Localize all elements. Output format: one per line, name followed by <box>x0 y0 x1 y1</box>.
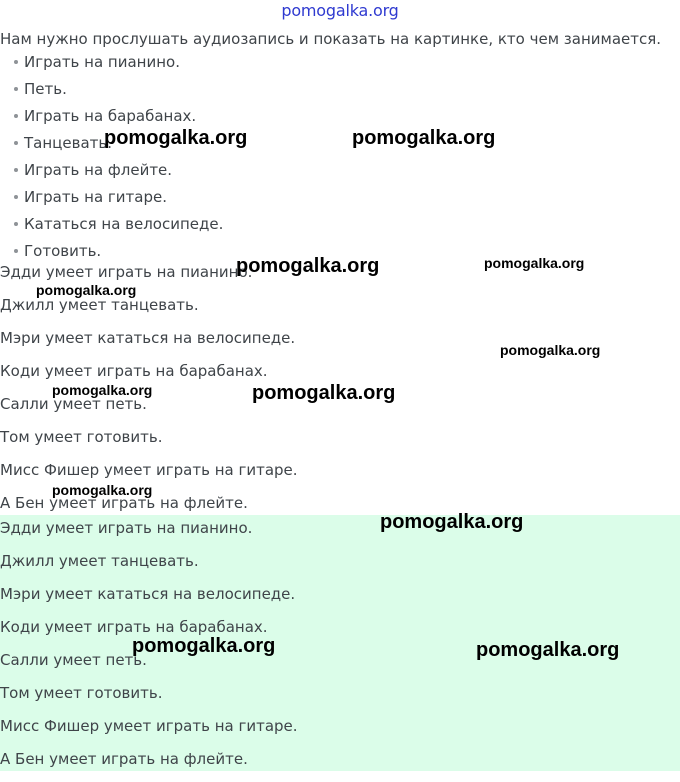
sentence: Коди умеет играть на барабанах. <box>0 362 268 380</box>
activity-label: Танцевать. <box>24 134 112 152</box>
watermark: pomogalka.org <box>52 382 153 398</box>
sentence: Джилл умеет танцевать. <box>0 296 199 314</box>
activity-label: Играть на флейте. <box>24 161 173 179</box>
answer-sentence: Салли умеет петь. <box>0 651 147 669</box>
list-item <box>0 160 223 187</box>
answer-sentence: Джилл умеет танцевать. <box>0 552 199 570</box>
answer-sentence: Мэри умеет кататься на велосипеде. <box>0 585 296 603</box>
answer-sentence: Том умеет готовить. <box>0 684 163 702</box>
sentence: А Бен умеет играть на флейте. <box>0 494 248 512</box>
task-intro: Нам нужно прослушать аудиозапись и показать на картинке, кто чем занимается. <box>0 30 662 48</box>
sentence: Том умеет готовить. <box>0 428 163 446</box>
sentence: Эдди умеет играть на пианино. <box>0 263 253 281</box>
answer-sentence: Мисс Фишер умеет играть на гитаре. <box>0 717 298 735</box>
bullet-icon <box>14 114 18 118</box>
watermark: pomogalka.org <box>352 127 496 149</box>
bullet-icon <box>14 60 18 64</box>
activity-label: Играть на барабанах. <box>24 107 197 125</box>
watermark: pomogalka.org <box>236 255 380 277</box>
bullet-icon <box>14 87 18 91</box>
answer-sentence: Коди умеет играть на барабанах. <box>0 618 268 636</box>
activity-label: Кататься на велосипеде. <box>24 215 224 233</box>
list-item <box>0 52 223 79</box>
bullet-icon <box>14 222 18 226</box>
activity-list <box>0 52 223 268</box>
watermark: pomogalka.org <box>500 342 601 358</box>
site-logo: pomogalka.org <box>281 1 399 20</box>
activity-label: Играть на гитаре. <box>24 188 168 206</box>
bullet-icon <box>14 141 18 145</box>
bullet-icon <box>14 195 18 199</box>
watermark: pomogalka.org <box>484 255 585 271</box>
list-item <box>0 79 223 106</box>
activity-label: Петь. <box>24 80 67 98</box>
activity-label: Готовить. <box>24 242 102 260</box>
watermark: pomogalka.org <box>36 282 137 298</box>
sentence: Мисс Фишер умеет играть на гитаре. <box>0 461 298 479</box>
bullet-icon <box>14 249 18 253</box>
activity-label: Играть на пианино. <box>24 53 180 71</box>
list-item <box>0 187 223 214</box>
list-item <box>0 214 223 241</box>
sentence: Салли умеет петь. <box>0 395 147 413</box>
watermark: pomogalka.org <box>132 635 276 657</box>
answer-sentence: А Бен умеет играть на флейте. <box>0 750 248 768</box>
bullet-icon <box>14 168 18 172</box>
watermark: pomogalka.org <box>52 482 153 498</box>
watermark: pomogalka.org <box>104 127 248 149</box>
watermark: pomogalka.org <box>252 382 396 404</box>
answer-sentence: Эдди умеет играть на пианино. <box>0 519 253 537</box>
sentence: Мэри умеет кататься на велосипеде. <box>0 329 296 347</box>
watermark: pomogalka.org <box>380 511 524 533</box>
watermark: pomogalka.org <box>476 639 620 661</box>
